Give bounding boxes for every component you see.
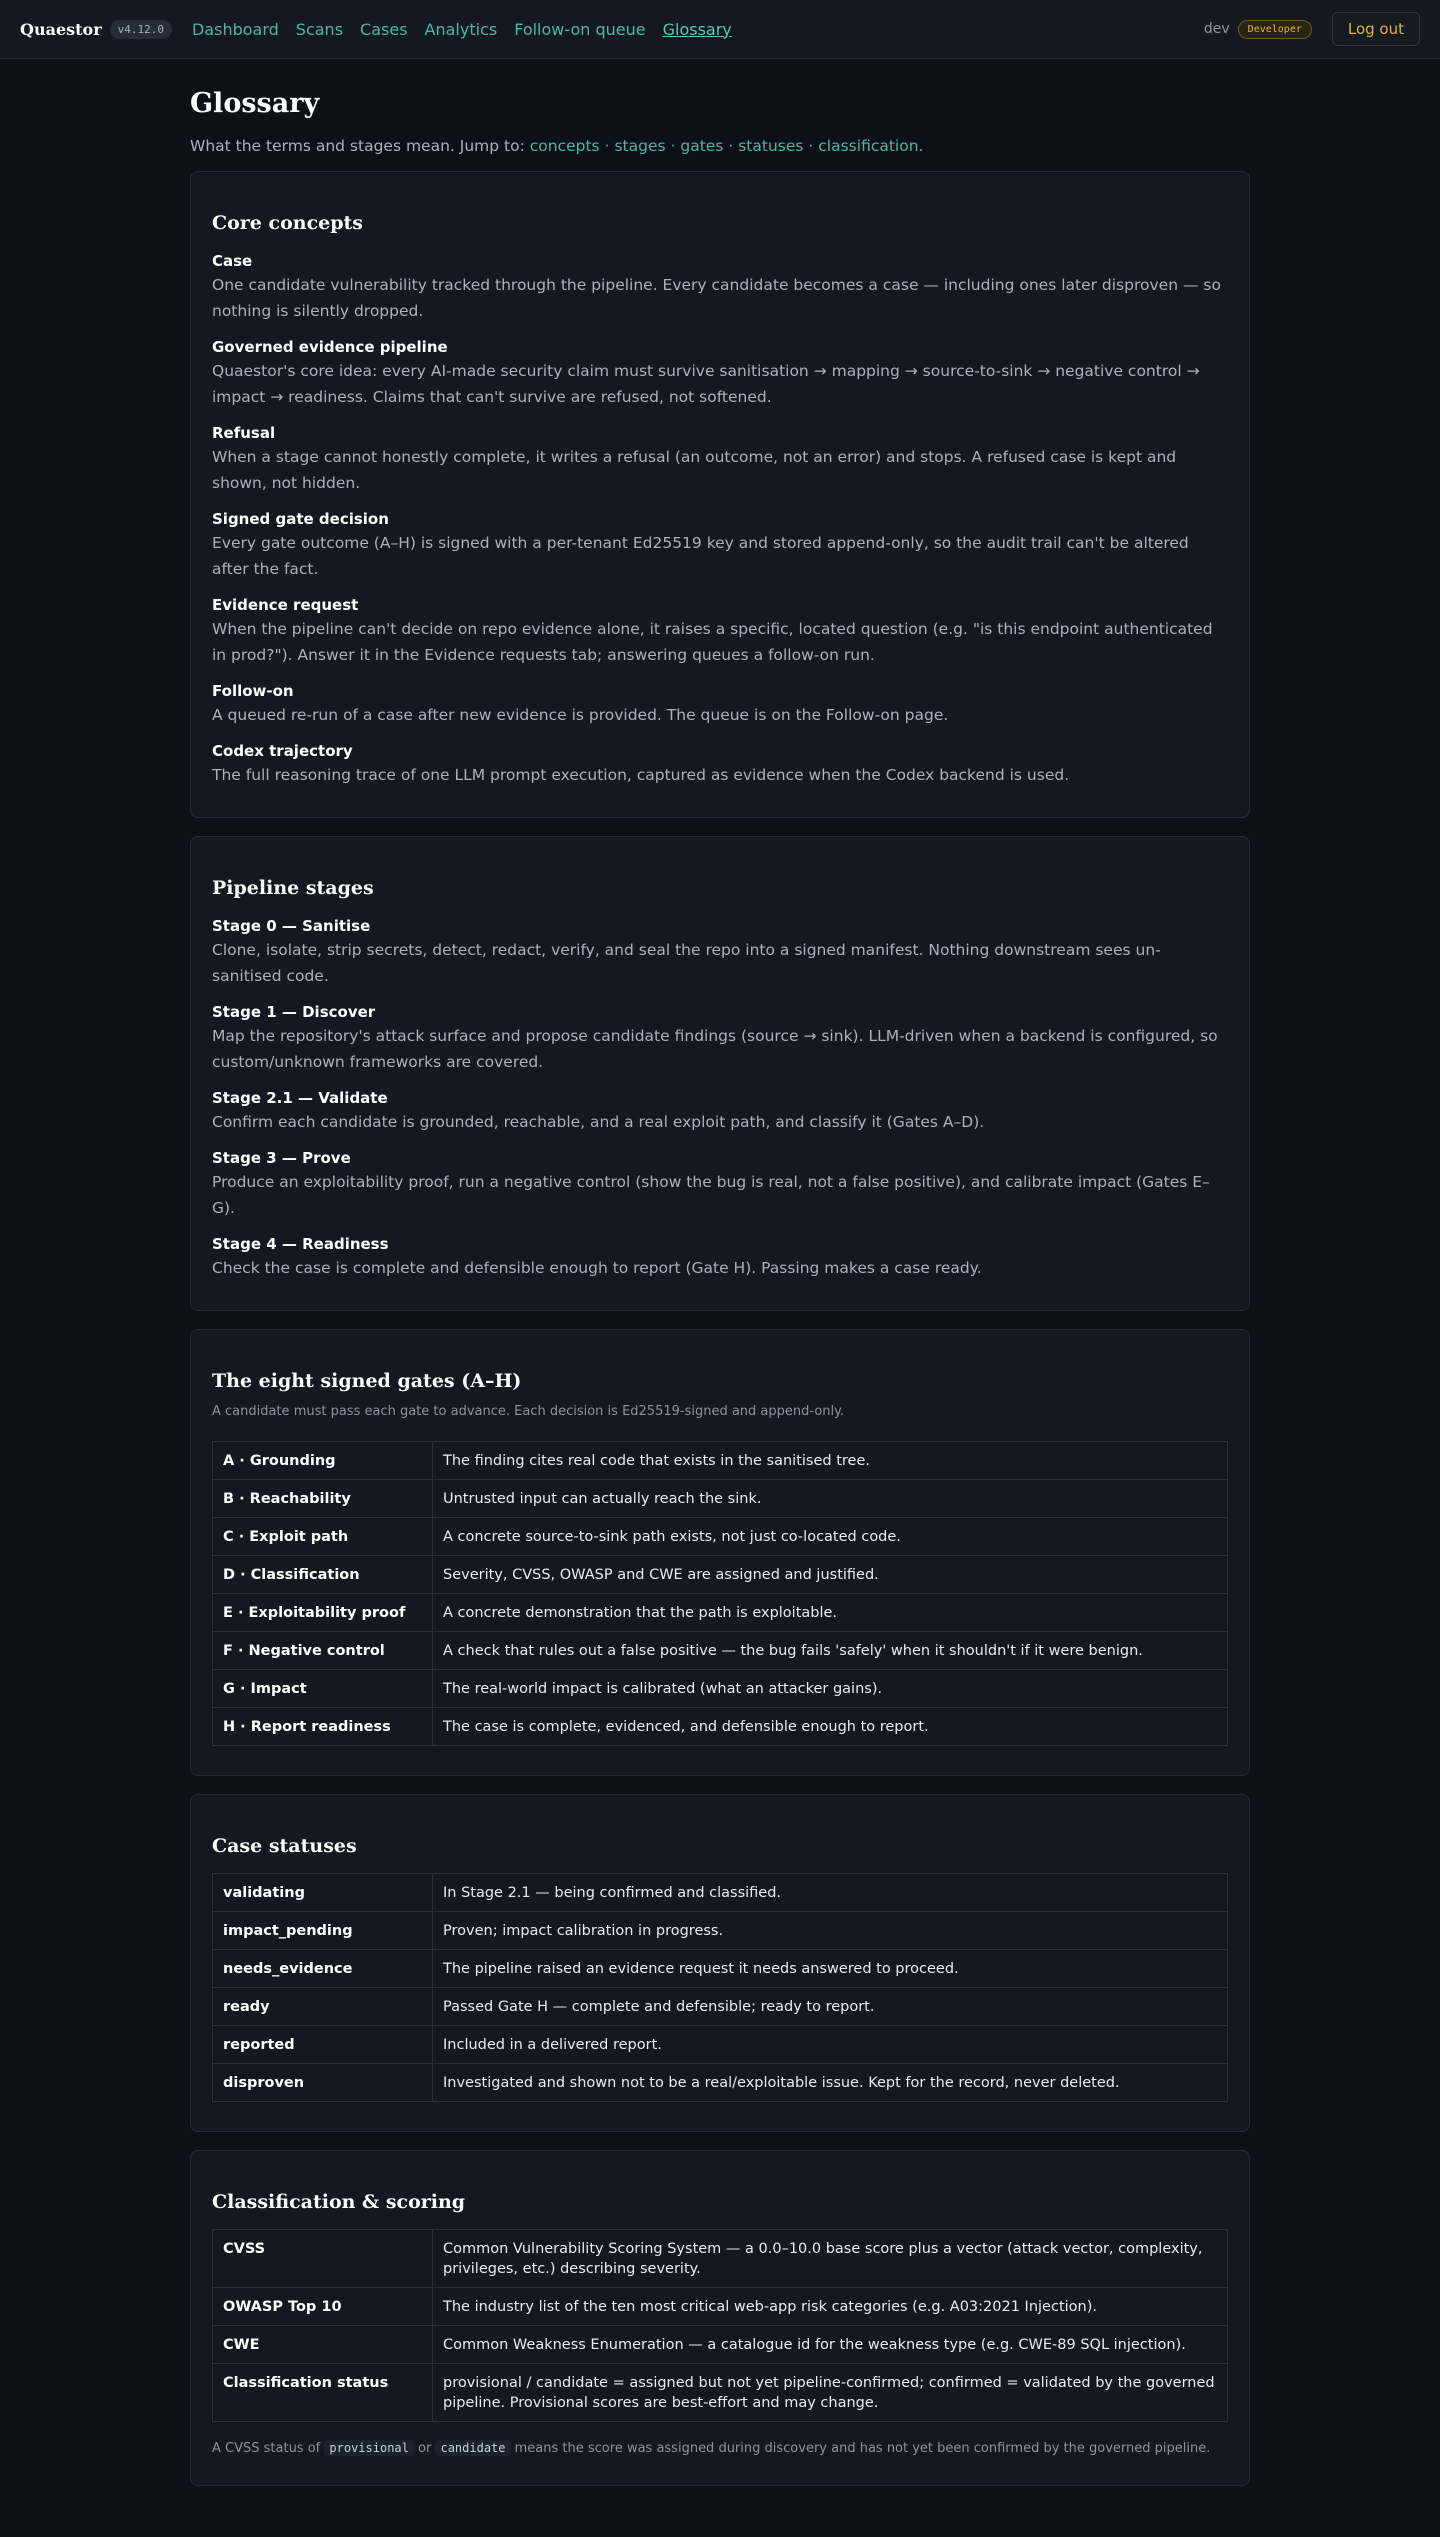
gate-description: The real-world impact is calibrated (what an attacker gains). bbox=[433, 1670, 1228, 1708]
classification-term: CWE bbox=[213, 2326, 433, 2364]
glossary-page bbox=[190, 59, 1250, 2524]
status-description: Passed Gate H — complete and defensible; ready to report. bbox=[433, 1988, 1228, 2026]
code-provisional: provisional bbox=[324, 2440, 413, 2456]
logout-button[interactable]: Log out bbox=[1332, 12, 1420, 46]
statuses-card bbox=[190, 1794, 1250, 2132]
stage-definition: Confirm each candidate is grounded, reachable, and a real exploit path, and classify it (Gates A–D). bbox=[212, 1113, 985, 1131]
intro-text bbox=[190, 137, 1250, 155]
nav-follow-on-queue[interactable]: Follow-on queue bbox=[514, 19, 646, 39]
page-title: Glossary bbox=[190, 88, 320, 119]
cvss-status-note bbox=[212, 2441, 1228, 2456]
classification-card bbox=[190, 2150, 1250, 2486]
status-description: In Stage 2.1 — being confirmed and classified. bbox=[433, 1874, 1228, 1912]
concept-term bbox=[212, 508, 1228, 582]
table-row bbox=[213, 2326, 1228, 2364]
classification-term: CVSS bbox=[213, 2230, 433, 2288]
status-name: reported bbox=[213, 2026, 433, 2064]
stage-term bbox=[212, 1147, 1228, 1221]
stage-name: Stage 2.1 — Validate bbox=[212, 1089, 388, 1107]
stage-name: Stage 3 — Prove bbox=[212, 1149, 351, 1167]
concept-term bbox=[212, 740, 1228, 788]
gate-name: C · Exploit path bbox=[213, 1518, 433, 1556]
stages-card bbox=[190, 836, 1250, 1311]
term-definition: When a stage cannot honestly complete, it writes a refusal (an outcome, not an error) and stops. A refused case is kept and shown, not hidden. bbox=[212, 448, 1177, 492]
gates-table bbox=[212, 1441, 1228, 1746]
version-badge: v4.12.0 bbox=[110, 20, 172, 39]
concepts-card bbox=[190, 171, 1250, 818]
status-name: validating bbox=[213, 1874, 433, 1912]
jump-link-gates[interactable]: gates bbox=[680, 137, 724, 155]
table-row bbox=[213, 1670, 1228, 1708]
gate-description: Severity, CVSS, OWASP and CWE are assigned and justified. bbox=[433, 1556, 1228, 1594]
gate-description: A concrete demonstration that the path is exploitable. bbox=[433, 1594, 1228, 1632]
gates-subtitle: A candidate must pass each gate to advance. Each decision is Ed25519-signed and append-only. bbox=[212, 1404, 845, 1419]
stage-definition: Clone, isolate, strip secrets, detect, redact, verify, and seal the repo into a signed manifest. Nothing downstream sees un-sanitised code. bbox=[212, 941, 1161, 985]
code-candidate: candidate bbox=[435, 2440, 510, 2456]
classification-term: OWASP Top 10 bbox=[213, 2288, 433, 2326]
jump-link-concepts[interactable]: concepts bbox=[529, 137, 600, 155]
status-name: disproven bbox=[213, 2064, 433, 2102]
gate-name: H · Report readiness bbox=[213, 1708, 433, 1746]
gate-description: The finding cites real code that exists in the sanitised tree. bbox=[433, 1442, 1228, 1480]
concept-term bbox=[212, 422, 1228, 496]
nav-scans[interactable]: Scans bbox=[295, 19, 344, 39]
term-definition: The full reasoning trace of one LLM prompt execution, captured as evidence when the Codex backend is used. bbox=[212, 766, 1070, 784]
classification-description: The industry list of the ten most critical web-app risk categories (e.g. A03:2021 Injection). bbox=[433, 2288, 1228, 2326]
table-row bbox=[213, 1708, 1228, 1746]
table-row bbox=[213, 2364, 1228, 2422]
gate-description: Untrusted input can actually reach the sink. bbox=[433, 1480, 1228, 1518]
status-description: Included in a delivered report. bbox=[433, 2026, 1228, 2064]
note-or: or bbox=[418, 2441, 432, 2456]
jump-link-stages[interactable]: stages bbox=[614, 137, 666, 155]
brand-logo[interactable]: Quaestor bbox=[20, 19, 102, 39]
term-definition: One candidate vulnerability tracked through the pipeline. Every candidate becomes a case — including ones later disproven — so nothing is silently dropped. bbox=[212, 276, 1221, 320]
stage-name: Stage 4 — Readiness bbox=[212, 1235, 389, 1253]
term-definition: Every gate outcome (A–H) is signed with a per-tenant Ed25519 key and stored append-only, so the audit trail can't be altered after the fact. bbox=[212, 534, 1189, 578]
jump-link-statuses[interactable]: statuses bbox=[738, 137, 804, 155]
main-nav bbox=[192, 20, 749, 39]
stage-term bbox=[212, 915, 1228, 989]
current-user: dev bbox=[1203, 21, 1230, 37]
stage-definition: Produce an exploitability proof, run a negative control (show the bug is real, not a false positive), and calibrate impact (Gates E–G). bbox=[212, 1173, 1210, 1217]
stage-term bbox=[212, 1001, 1228, 1075]
classification-description: Common Weakness Enumeration — a catalogue id for the weakness type (e.g. CWE-89 SQL injection). bbox=[433, 2326, 1228, 2364]
table-row bbox=[213, 1632, 1228, 1670]
status-description: Investigated and shown not to be a real/exploitable issue. Kept for the record, never deleted. bbox=[433, 2064, 1228, 2102]
nav-analytics[interactable]: Analytics bbox=[424, 19, 498, 39]
classification-title: Classification & scoring bbox=[212, 2191, 466, 2213]
note-prefix: A CVSS status of bbox=[212, 2441, 321, 2456]
concept-term bbox=[212, 336, 1228, 410]
term-name: Refusal bbox=[212, 424, 276, 442]
table-row bbox=[213, 2230, 1228, 2288]
gate-description: A check that rules out a false positive — the bug fails 'safely' when it shouldn't if it were benign. bbox=[433, 1632, 1228, 1670]
table-row bbox=[213, 1480, 1228, 1518]
table-row bbox=[213, 1950, 1228, 1988]
gate-name: D · Classification bbox=[213, 1556, 433, 1594]
term-definition: A queued re-run of a case after new evidence is provided. The queue is on the Follow-on page. bbox=[212, 706, 949, 724]
term-name: Follow-on bbox=[212, 682, 294, 700]
gates-title: The eight signed gates (A–H) bbox=[212, 1370, 522, 1392]
concepts-title: Core concepts bbox=[212, 212, 363, 234]
table-row bbox=[213, 2288, 1228, 2326]
status-name: needs_evidence bbox=[213, 1950, 433, 1988]
table-row bbox=[213, 2064, 1228, 2102]
nav-dashboard[interactable]: Dashboard bbox=[191, 19, 279, 39]
statuses-title: Case statuses bbox=[212, 1835, 357, 1857]
term-name: Signed gate decision bbox=[212, 510, 389, 528]
term-definition: Quaestor's core idea: every AI-made security claim must survive sanitisation → mapping → source-to-sink → negative control → impact → readiness. Claims that can't survive are refused, not softened. bbox=[212, 362, 1200, 406]
top-nav-bar bbox=[0, 0, 1440, 59]
jump-separator: · bbox=[670, 137, 676, 155]
table-row bbox=[213, 1442, 1228, 1480]
jump-separator: · bbox=[808, 137, 814, 155]
classification-description: Common Vulnerability Scoring System — a 0.0–10.0 base score plus a vector (attack vector, complexity, privileges, etc.) describing severity. bbox=[433, 2230, 1228, 2288]
table-row bbox=[213, 2026, 1228, 2064]
role-badge: Developer bbox=[1238, 20, 1312, 39]
stage-definition: Map the repository's attack surface and propose candidate findings (source → sink). LLM-driven when a backend is configured, so custom/unknown frameworks are covered. bbox=[212, 1027, 1218, 1071]
status-name: impact_pending bbox=[213, 1912, 433, 1950]
gate-name: A · Grounding bbox=[213, 1442, 433, 1480]
classification-table bbox=[212, 2229, 1228, 2422]
table-row bbox=[213, 1912, 1228, 1950]
term-name: Evidence request bbox=[212, 596, 359, 614]
stage-name: Stage 1 — Discover bbox=[212, 1003, 376, 1021]
concept-term bbox=[212, 680, 1228, 728]
term-name: Codex trajectory bbox=[212, 742, 353, 760]
table-row bbox=[213, 1988, 1228, 2026]
gate-name: F · Negative control bbox=[213, 1632, 433, 1670]
gate-name: E · Exploitability proof bbox=[213, 1594, 433, 1632]
gate-description: A concrete source-to-sink path exists, not just co-located code. bbox=[433, 1518, 1228, 1556]
concept-term bbox=[212, 250, 1228, 324]
stage-term bbox=[212, 1087, 1228, 1135]
gates-card bbox=[190, 1329, 1250, 1776]
status-name: ready bbox=[213, 1988, 433, 2026]
note-suffix: means the score was assigned during discovery and has not yet been confirmed by the governed pipeline. bbox=[514, 2441, 1211, 2456]
term-name: Case bbox=[212, 252, 253, 270]
concept-term bbox=[212, 594, 1228, 668]
gate-name: G · Impact bbox=[213, 1670, 433, 1708]
classification-term: Classification status bbox=[213, 2364, 433, 2422]
status-description: The pipeline raised an evidence request it needs answered to proceed. bbox=[433, 1950, 1228, 1988]
table-row bbox=[213, 1594, 1228, 1632]
classification-description: provisional / candidate = assigned but not yet pipeline-confirmed; confirmed = validated by the governed pipeline. Provisional scores are best-effort and may change. bbox=[433, 2364, 1228, 2422]
intro-prefix: What the terms and stages mean. Jump to: bbox=[190, 137, 525, 155]
nav-cases[interactable]: Cases bbox=[360, 19, 408, 39]
statuses-table bbox=[212, 1873, 1228, 2102]
table-row bbox=[213, 1874, 1228, 1912]
jump-link-classification[interactable]: classification. bbox=[818, 137, 924, 155]
status-description: Proven; impact calibration in progress. bbox=[433, 1912, 1228, 1950]
gate-name: B · Reachability bbox=[213, 1480, 433, 1518]
stage-name: Stage 0 — Sanitise bbox=[212, 917, 371, 935]
nav-glossary[interactable]: Glossary bbox=[662, 19, 732, 39]
table-row bbox=[213, 1518, 1228, 1556]
stage-definition: Check the case is complete and defensible enough to report (Gate H). Passing makes a case ready. bbox=[212, 1259, 982, 1277]
gate-description: The case is complete, evidenced, and defensible enough to report. bbox=[433, 1708, 1228, 1746]
stages-title: Pipeline stages bbox=[212, 877, 374, 899]
jump-separator: · bbox=[728, 137, 734, 155]
jump-separator: · bbox=[604, 137, 610, 155]
table-row bbox=[213, 1556, 1228, 1594]
term-definition: When the pipeline can't decide on repo evidence alone, it raises a specific, located question (e.g. "is this endpoint authenticated in prod?"). Answer it in the Evidence requests tab; answering queues a follow-on run. bbox=[212, 620, 1213, 664]
stage-term bbox=[212, 1233, 1228, 1281]
term-name: Governed evidence pipeline bbox=[212, 338, 448, 356]
